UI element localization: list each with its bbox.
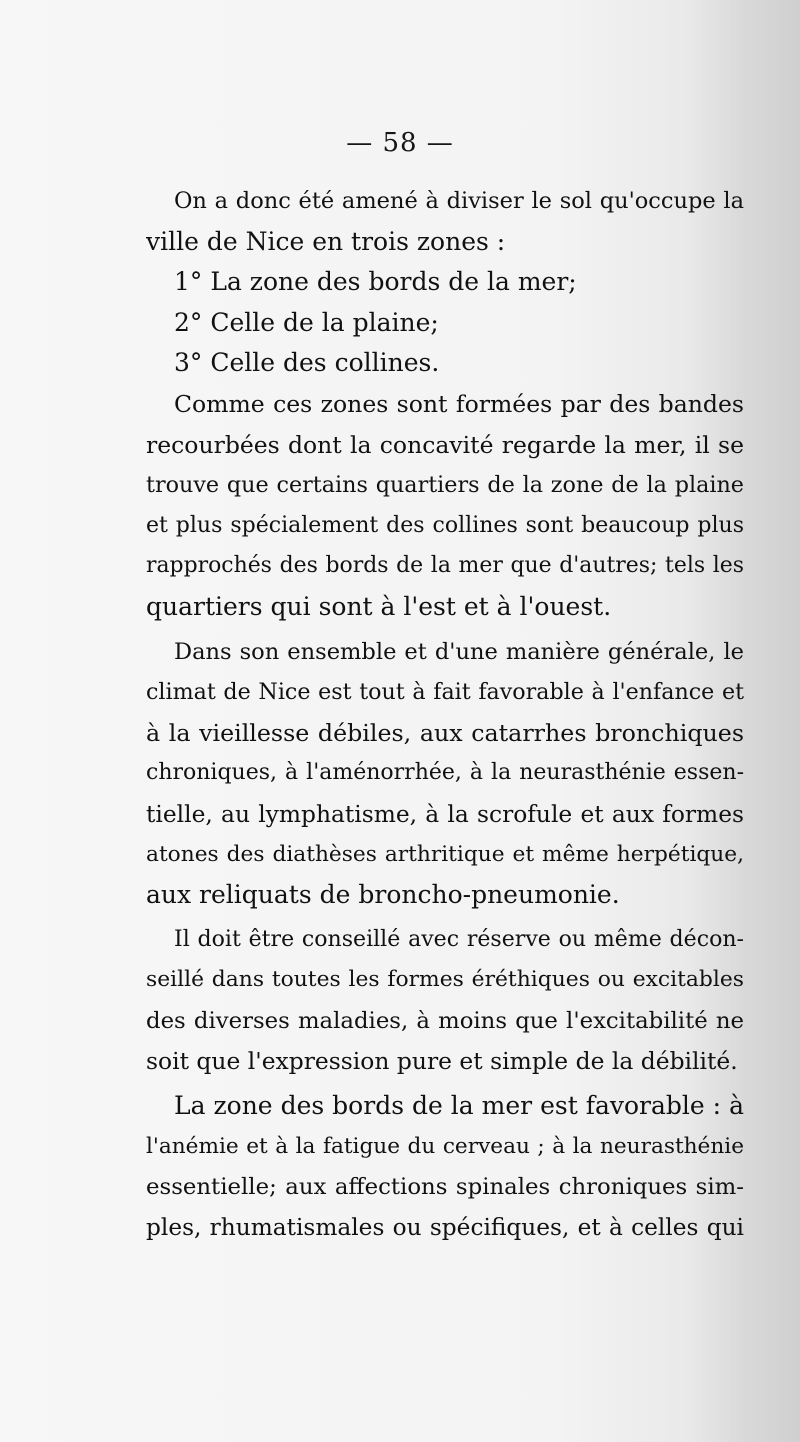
text-line: Il doit être conseillé avec réserve ou même décon- [174, 926, 744, 952]
text-line: et plus spécialement des collines sont beaucoup plus [146, 512, 744, 538]
page-number: — 58 — [346, 128, 454, 158]
text-line: La zone des bords de la mer est favorable : à [174, 1091, 744, 1121]
text-line: aux reliquats de broncho-pneumonie. [146, 880, 620, 910]
text-line: recourbées dont la concavité regarde la mer, il se [146, 430, 744, 459]
text-line: Comme ces zones sont formées par des bandes [174, 389, 744, 418]
text-line: essentielle; aux affections spinales chroniques sim- [146, 1174, 744, 1201]
text-line: Dans son ensemble et d'une manière générale, le [174, 638, 744, 665]
text-line: seillé dans toutes les formes éréthiques ou excitables [146, 967, 744, 993]
text-line: trouve que certains quartiers de la zone de la plaine [146, 472, 744, 499]
list-item: 3° Celle des collines. [174, 348, 440, 378]
text-line: atones des diathèses arthritique et même herpétique, [146, 841, 744, 867]
text-line: chroniques, à l'aménorrhée, à la neurasthénie essen- [146, 760, 744, 786]
list-item: 2° Celle de la plaine; [174, 307, 439, 337]
text-lines [146, 181, 744, 1248]
text-line: On a donc été amené à diviser le sol qu'occupe la [174, 188, 744, 214]
text-line: tielle, au lymphatisme, à la scrofule et aux formes [146, 799, 744, 828]
text-line: ples, rhumatismales ou spécifiques, et à celles qui [146, 1213, 744, 1241]
text-line: à la vieillesse débiles, aux catarrhes bronchiques [146, 718, 744, 747]
text-line: climat de Nice est tout à fait favorable à l'enfance et [146, 679, 744, 706]
text-line: rapprochés des bords de la mer que d'autres; tels les [146, 553, 744, 579]
text-line: des diverses maladies, à moins que l'excitabilité ne [146, 1007, 744, 1034]
text-line: l'anémie et à la fatigue du cerveau ; à la neurasthénie [146, 1133, 744, 1159]
text-line: quartiers qui sont à l'est et à l'ouest. [146, 591, 612, 621]
text-line: ville de Nice en trois zones : [146, 226, 506, 256]
list-item: 1° La zone des bords de la mer; [174, 267, 577, 297]
text-line: soit que l'expression pure et simple de la débilité. [146, 1047, 738, 1076]
